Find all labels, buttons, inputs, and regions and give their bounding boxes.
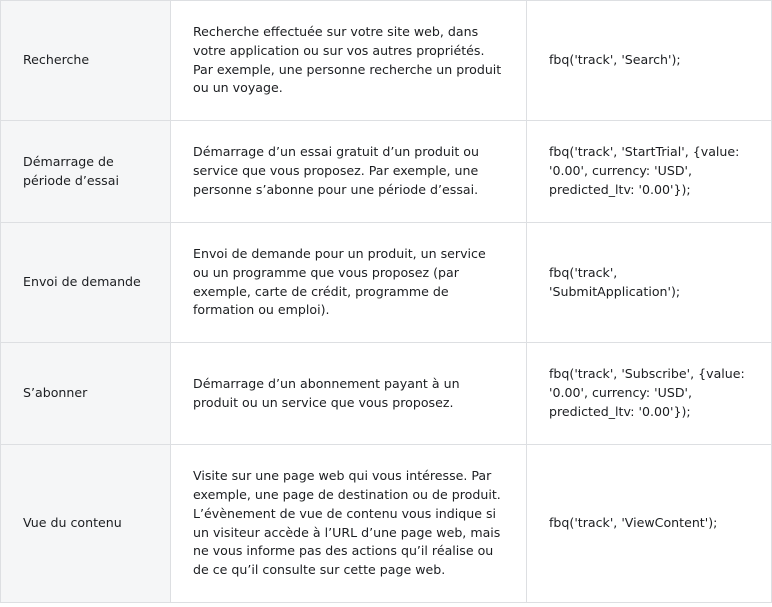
event-description-cell (171, 1, 527, 121)
table-row (1, 121, 772, 223)
event-name: Démarrage de période d’essai (23, 153, 119, 188)
event-name: Envoi de demande (23, 274, 141, 290)
event-code: fbq('track', 'StartTrial', {value: '0.00', currency: 'USD', predicted_ltv: '0.00'}); (549, 144, 740, 197)
table-row (1, 1, 772, 121)
event-description: Démarrage d’un essai gratuit d’un produit ou service que vous proposez. Par exemple, une personne s’abonne pour une période d’essai. (193, 144, 479, 197)
event-code: fbq('track', 'Subscribe', {value: '0.00', currency: 'USD', predicted_ltv: '0.00'}); (549, 366, 745, 419)
table-row (1, 445, 772, 603)
event-code-cell (527, 343, 772, 445)
event-description: Envoi de demande pour un produit, un service ou un programme que vous proposez (par exemple, carte de crédit, programme de formation ou emploi). (193, 245, 486, 318)
event-name-cell (1, 343, 171, 445)
table-row (1, 343, 772, 445)
event-description-cell (171, 445, 527, 603)
event-code-cell (527, 445, 772, 603)
event-description-cell (171, 343, 527, 445)
event-code: fbq('track', 'Search'); (549, 52, 681, 68)
event-name-cell (1, 223, 171, 343)
event-name: Vue du contenu (23, 515, 122, 531)
event-name-cell (1, 445, 171, 603)
event-code-cell (527, 223, 772, 343)
event-name-cell (1, 1, 171, 121)
event-code-cell (527, 121, 772, 223)
event-code-cell (527, 1, 772, 121)
event-code: fbq('track', 'ViewContent'); (549, 515, 718, 531)
events-table-body (1, 1, 772, 603)
event-name: S’abonner (23, 385, 88, 401)
event-name-cell (1, 121, 171, 223)
table-row (1, 223, 772, 343)
event-name: Recherche (23, 52, 90, 68)
event-code: fbq('track', 'SubmitApplication'); (549, 264, 681, 299)
event-description-cell (171, 223, 527, 343)
event-description: Démarrage d’un abonnement payant à un produit ou un service que vous proposez. (193, 375, 460, 410)
event-description: Recherche effectuée sur votre site web, dans votre application ou sur vos autres propriétés. Par exemple, une personne recherche un produit ou un voyage. (193, 23, 502, 96)
event-description-cell (171, 121, 527, 223)
event-description: Visite sur une page web qui vous intéresse. Par exemple, une page de destination ou de produit. L’évènement de vue de contenu vous indique si un visiteur accède à l’URL d’une page web, mais ne vous informe pas des actions qu’il réalise ou de ce qu’il consulte sur cette page web. (193, 468, 501, 578)
